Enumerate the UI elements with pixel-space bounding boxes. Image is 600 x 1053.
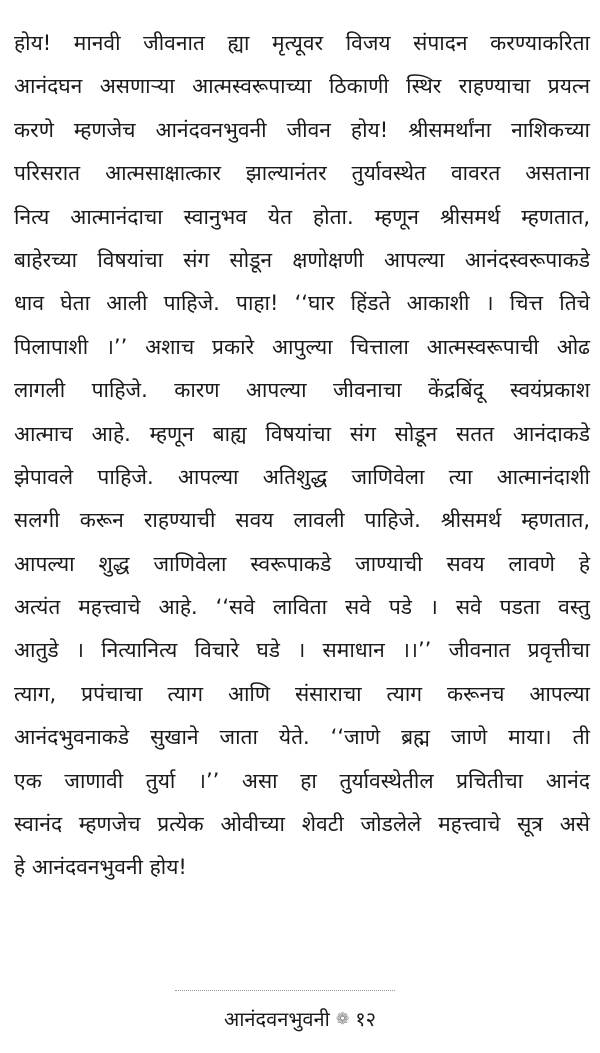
body-text [14,22,590,890]
text-line: आपल्या शुद्ध जाणिवेला स्वरूपाकडे जाण्याची सवय लावणे हे [14,551,590,576]
text-line: पिलापाशी ।’’ अशाच प्रकारे आपुल्या चित्ताला आत्मस्वरूपाची ओढ [14,334,590,359]
page-footer [0,1004,600,1034]
text-line: स्वानंद म्हणजेच प्रत्येक ओवीच्या शेवटी जोडलेले महत्त्वाचे सूत्र असे [14,812,590,837]
text-line: परिसरात आत्मसाक्षात्कार झाल्यानंतर तुर्यावस्थेत वावरत असताना [14,161,590,186]
text-line: बाहेरच्या विषयांचा संग सोडून क्षणोक्षणी आपल्या आनंदस्वरूपाकडे [14,247,590,272]
text-line: अत्यंत महत्त्वाचे आहे. ‘‘सवे लाविता सवे पडे । सवे पडता वस्तु [14,595,590,620]
text-line: करणे म्हणजेच आनंदवनभुवनी जीवन होय! श्रीसमर्थांना नाशिकच्या [14,117,590,142]
text-line: त्याग, प्रपंचाचा त्याग आणि संसाराचा त्याग करूनच आपल्या [14,681,590,706]
text-line: सलगी करून राहण्याची सवय लावली पाहिजे. श्रीसमर्थ म्हणतात, [14,508,590,533]
text-line-last: हे आनंदवनभुवनी होय! [14,855,187,880]
text-line: आतुडे । नित्यानित्य विचारे घडे । समाधान ।।’’ जीवनात प्रवृत्तीचा [14,638,590,663]
text-line: आत्माच आहे. म्हणून बाह्य विषयांचा संग सोडून सतत आनंदाकडे [14,421,590,446]
text-line: आनंदघन असणाऱ्या आत्मस्वरूपाच्या ठिकाणी स्थिर राहण्याचा प्रयत्न [14,74,590,99]
footer-book-title: आनंदवनभुवनी [223,1007,330,1031]
text-line: एक जाणावी तुर्या ।’’ असा हा तुर्यावस्थेतील प्रचितीचा आनंद [14,768,590,793]
page-number: १२ [355,1007,377,1031]
text-line: धाव घेता आली पाहिजे. पाहा! ‘‘घार हिंडते आकाशी । चित्त तिचे [14,291,590,316]
text-line: होय! मानवी जीवनात ह्या मृत्यूवर विजय संपादन करण्याकरिता [14,31,590,55]
footer-divider [175,990,395,991]
text-line: आनंदभुवनाकडे सुखाने जाता येते. ‘‘जाणे ब्रह्म जाणे माया। ती [14,725,590,750]
flower-ornament-icon: ❁ [335,1009,350,1028]
text-line: झेपावले पाहिजे. आपल्या अतिशुद्ध जाणिवेला त्या आत्मानंदाशी [14,464,590,489]
text-line: लागली पाहिजे. कारण आपल्या जीवनाचा केंद्रबिंदू स्वयंप्रकाश [14,378,590,403]
text-line: नित्य आत्मानंदाचा स्वानुभव येत होता. म्हणून श्रीसमर्थ म्हणतात, [14,204,590,229]
